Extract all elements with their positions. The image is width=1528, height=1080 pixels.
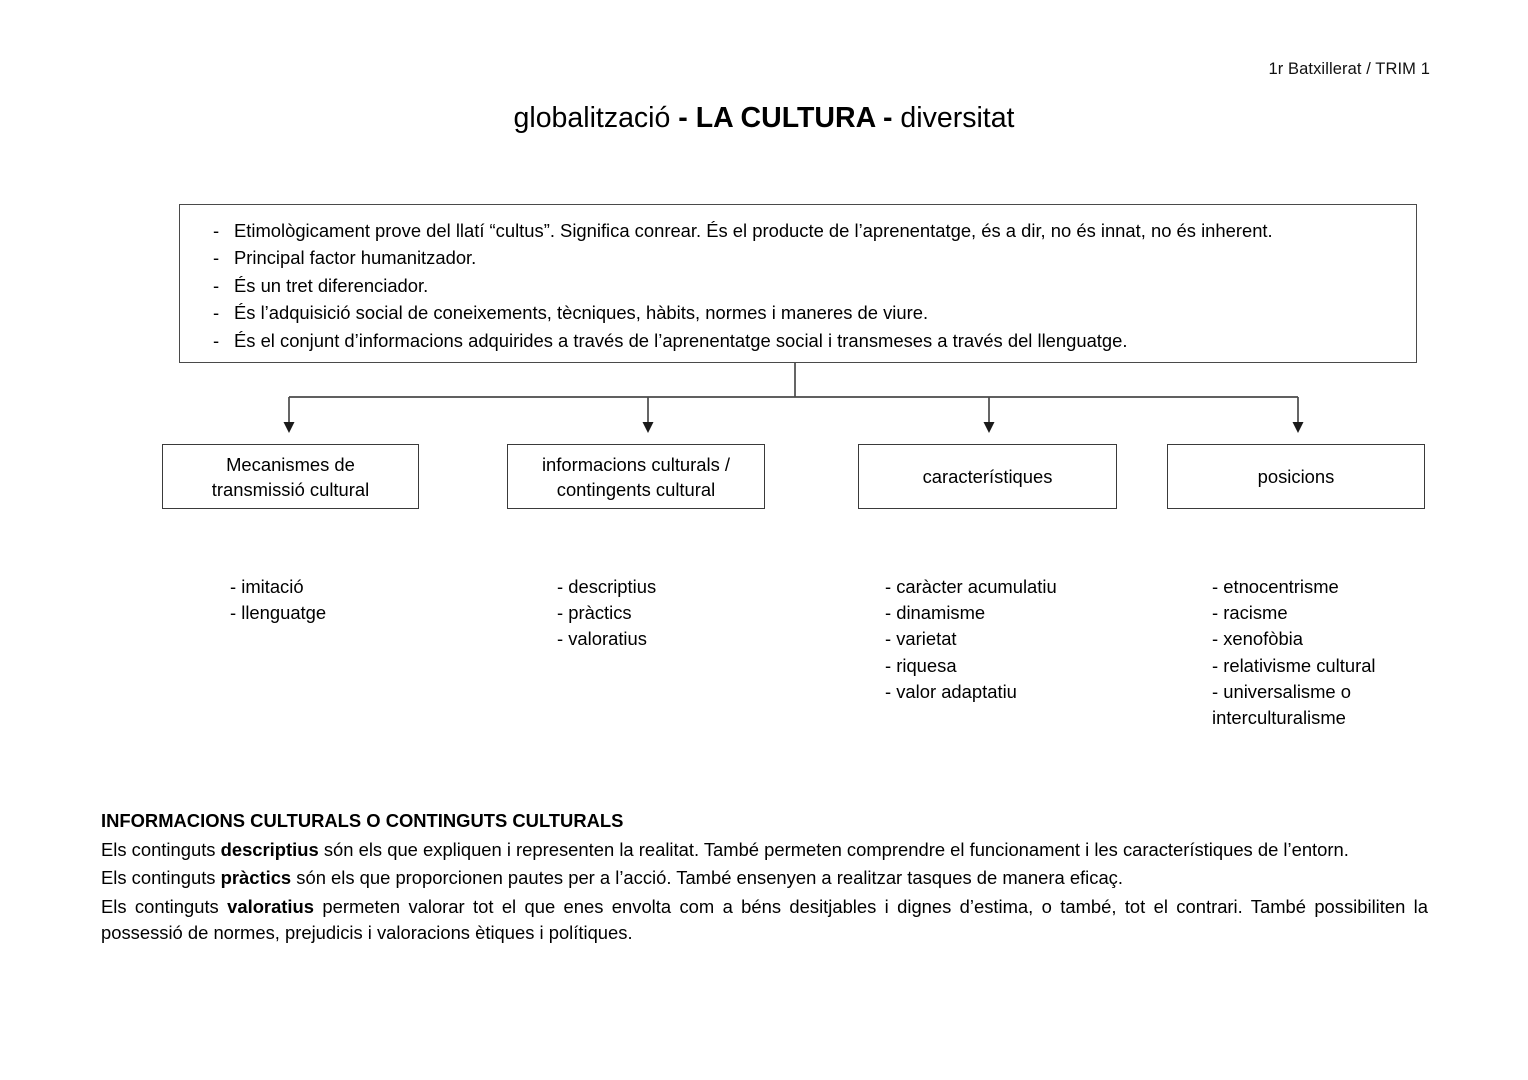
sub-list-mecanismes (230, 574, 480, 626)
list-item: - xenofòbia (1212, 628, 1303, 650)
category-box-mecanismes[interactable] (162, 444, 419, 509)
prose-post: són els que expliquen i representen la realitat. També permeten comprendre el funcionament i les característiques de l’entorn. (318, 838, 1349, 860)
category-label-line2: transmissió cultural (211, 478, 370, 500)
prose-paragraph (101, 865, 1428, 892)
list-item: - valoratius (557, 628, 647, 650)
title-emphasis: - LA CULTURA - (678, 102, 893, 134)
list-item: - universalisme o interculturalisme (1212, 680, 1351, 729)
list-item: - racisme (1212, 602, 1288, 624)
bullet-dash-icon: - (213, 274, 220, 296)
definition-bullet-item (180, 217, 1416, 244)
definition-bullet-item (180, 244, 1416, 271)
list-item: - relativisme cultural (1212, 654, 1376, 676)
prose-bold-term: pràctics (220, 867, 292, 889)
title-lead: globalització (513, 102, 679, 134)
list-item: - etnocentrisme (1212, 576, 1339, 597)
page-title (0, 102, 1528, 135)
category-label-line1: característiques (922, 466, 1053, 487)
category-box-posicions[interactable] (1167, 444, 1425, 509)
prose-heading: INFORMACIONS CULTURALS O CONTINGUTS CULTURALS (101, 810, 624, 831)
list-item: - caràcter acumulatiu (885, 576, 1057, 597)
list-item: - riquesa (885, 654, 957, 676)
category-label-line1: informacions culturals / (541, 453, 731, 475)
category-label-line1: posicions (1257, 466, 1335, 487)
sub-list-informacions (557, 574, 807, 653)
prose-paragraph (101, 894, 1428, 947)
definition-bullet-item (180, 327, 1416, 354)
definition-bullet-item (180, 299, 1416, 326)
category-box-informacions[interactable] (507, 444, 765, 509)
list-item: - descriptius (557, 576, 657, 597)
sub-list-posicions (1212, 574, 1442, 731)
definition-bullet-item (180, 272, 1416, 299)
list-item: - varietat (885, 628, 957, 650)
course-term-label: 1r Batxillerat / TRIM 1 (1268, 60, 1430, 78)
category-box-label (923, 464, 1053, 489)
prose-section (101, 808, 1428, 947)
definition-bullet-text: Etimològicament prove del llatí “cultus”. Significa conrear. És el producte de l’aprenentatge, és a dir, no és innat, no és inherent. (234, 220, 1273, 241)
definition-bullet-list (180, 205, 1416, 354)
definition-bullet-text: És un tret diferenciador. (234, 274, 429, 296)
title-trail: diversitat (892, 102, 1015, 134)
bullet-dash-icon: - (213, 247, 220, 269)
list-item: - llenguatge (230, 602, 327, 624)
definition-bullet-text: Principal factor humanitzador. (234, 247, 477, 269)
category-box-label (1258, 464, 1335, 489)
definition-box (179, 204, 1417, 363)
prose-post: permeten valorar tot el que enes envolta com a béns desitjables i dignes d’estima, o també, tot el contrari. També possibiliten la possessió de normes, prejudicis i valoracions ètiques i polítiques. (101, 895, 1428, 944)
prose-paragraph (101, 837, 1428, 864)
list-item: - valor adaptatiu (885, 680, 1017, 702)
prose-pre: Els continguts (101, 867, 221, 889)
list-item: - pràctics (557, 602, 632, 624)
list-item: - imitació (230, 576, 304, 597)
sub-list-caracteristiques (885, 574, 1145, 705)
prose-post: són els que proporcionen pautes per a l’acció. També ensenyen a realitzar tasques de manera eficaç. (291, 867, 1123, 889)
bullet-dash-icon: - (213, 302, 220, 324)
list-item: - dinamisme (885, 602, 986, 624)
bullet-dash-icon: - (213, 329, 220, 351)
definition-bullet-text: És el conjunt d’informacions adquirides a través de l’aprenentatge social i transmeses a través del llenguatge. (234, 329, 1128, 351)
category-box-caracteristiques[interactable] (858, 444, 1117, 509)
prose-bold-term: descriptius (220, 838, 319, 860)
prose-bold-term: valoratius (227, 895, 315, 917)
bullet-dash-icon: - (213, 220, 220, 241)
category-label-line2: contingents cultural (556, 478, 716, 500)
category-label-line1: Mecanismes de (226, 453, 355, 475)
category-box-label (542, 452, 730, 502)
definition-bullet-text: És l’adquisició social de coneixements, tècniques, hàbits, normes i maneres de viure. (234, 302, 929, 324)
prose-pre: Els continguts (101, 838, 221, 860)
prose-pre: Els continguts (101, 895, 228, 917)
category-box-label (212, 452, 369, 502)
